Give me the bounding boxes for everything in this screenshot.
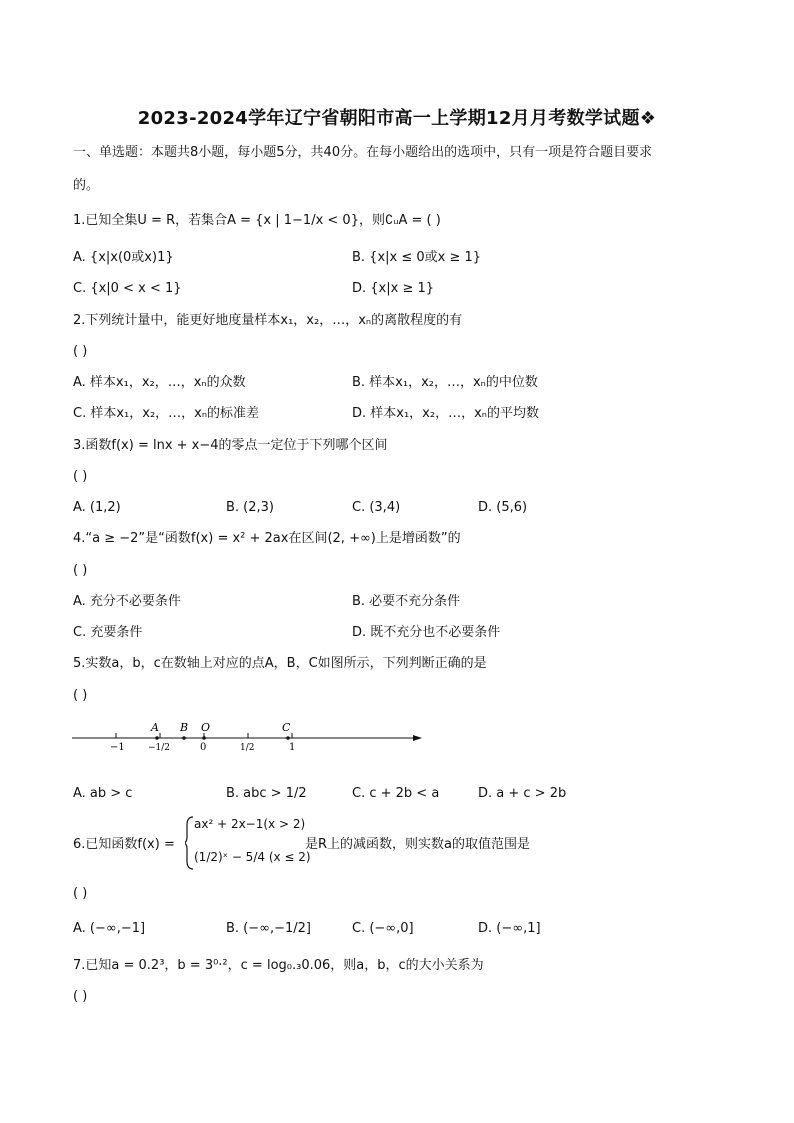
- question-2-option-b: B. 样本x₁，x₂，…，xₙ的中位数: [352, 375, 538, 390]
- question-1-option-a: A. {x|x(0或x)1}: [73, 250, 174, 265]
- question-7-paren: ( ): [73, 989, 88, 1004]
- piece-top-case: ax² + 2x−1(x > 2): [194, 817, 306, 831]
- question-3-option-b: B. (2,3): [226, 500, 275, 515]
- tick-label-one: 1: [289, 742, 296, 753]
- question-3-option-c: C. (3,4): [352, 500, 401, 515]
- section-instruction-line1: 一、单选题：本题共8小题，每小题5分，共40分。在每小题给出的选项中，只有一项是符合题目要求: [73, 145, 653, 160]
- tick-label-zero: 0: [200, 742, 207, 753]
- question-4-paren: ( ): [73, 563, 88, 578]
- question-4-option-b: B. 必要不充分条件: [352, 594, 461, 609]
- question-2-stem: 2.下列统计量中，能更好地度量样本x₁，x₂，…，xₙ的离散程度的有: [73, 313, 463, 328]
- question-3-stem: 3.函数f(x) = lnx + x−4的零点一定位于下列哪个区间: [73, 438, 388, 453]
- number-line-figure: [70, 716, 430, 766]
- question-5-option-b: B. abc > 1/2: [226, 786, 307, 801]
- question-2-paren: ( ): [73, 344, 88, 359]
- question-1-option-b: B. {x|x ≤ 0或x ≥ 1}: [352, 250, 482, 265]
- point-o: [202, 736, 206, 740]
- tick-label-half: 1/2: [240, 743, 255, 753]
- question-4-option-d: D. 既不充分也不必要条件: [352, 625, 501, 640]
- question-3-option-a: A. (1,2): [73, 500, 121, 515]
- piece-bottom-case: (1/2)ˣ − 5/4 (x ≤ 2): [194, 850, 311, 864]
- page-title: 2023-2024学年辽宁省朝阳市高一上学期12月月考数学试题❖: [137, 108, 657, 129]
- question-6-stem-prefix: 6.已知函数f(x) =: [73, 837, 175, 852]
- point-a: [155, 736, 159, 740]
- question-4-option-c: C. 充要条件: [73, 625, 143, 640]
- section-instruction-line2: 的。: [73, 178, 100, 193]
- question-5-option-a: A. ab > c: [73, 786, 133, 801]
- point-c: [286, 736, 290, 740]
- question-1-option-d: D. {x|x ≥ 1}: [352, 281, 435, 296]
- question-2-option-a: A. 样本x₁，x₂，…，xₙ的众数: [73, 375, 246, 390]
- question-6-option-c: C. (−∞,0]: [352, 921, 414, 936]
- left-brace-icon: [185, 817, 193, 869]
- point-b: [182, 736, 186, 740]
- number-line-arrow: [413, 735, 422, 741]
- question-1-option-c: C. {x|0 < x < 1}: [73, 281, 182, 296]
- question-6-option-b: B. (−∞,−1/2]: [226, 921, 311, 936]
- question-1-stem: 1.已知全集U = R，若集合A = {x | 1−1/x < 0}，则∁ᵤA = ( ): [73, 213, 441, 228]
- question-6-stem-suffix: 是R上的减函数，则实数a的取值范围是: [305, 837, 530, 852]
- question-5-option-c: C. c + 2b < a: [352, 786, 440, 801]
- question-6-option-a: A. (−∞,−1]: [73, 921, 146, 936]
- point-label-a: A: [151, 721, 159, 734]
- point-label-c: C: [282, 721, 291, 734]
- question-3-option-d: D. (5,6): [478, 500, 528, 515]
- point-label-b: B: [180, 721, 189, 734]
- question-7-stem: 7.已知a = 0.2³，b = 3⁰·²，c = log₀.₃0.06，则a，b，c的大小关系为: [73, 958, 484, 973]
- question-2-option-d: D. 样本x₁，x₂，…，xₙ的平均数: [352, 406, 539, 421]
- question-4-option-a: A. 充分不必要条件: [73, 594, 181, 609]
- tick-label-minus-half: −1/2: [148, 743, 171, 753]
- question-5-paren: ( ): [73, 688, 88, 703]
- question-2-option-c: C. 样本x₁，x₂，…，xₙ的标准差: [73, 406, 260, 421]
- point-label-o: O: [201, 721, 211, 734]
- tick-label-minus-1: −1: [110, 742, 125, 753]
- question-6-paren: ( ): [73, 886, 88, 901]
- question-3-paren: ( ): [73, 469, 88, 484]
- question-6-option-d: D. (−∞,1]: [478, 921, 541, 936]
- question-5-option-d: D. a + c > 2b: [478, 786, 567, 801]
- question-4-stem: 4.“a ≥ −2”是“函数f(x) = x² + 2ax在区间(2, +∞)上是增函数”的: [73, 531, 461, 546]
- question-5-stem: 5.实数a，b，c在数轴上对应的点A，B，C如图所示，下列判断正确的是: [73, 656, 487, 671]
